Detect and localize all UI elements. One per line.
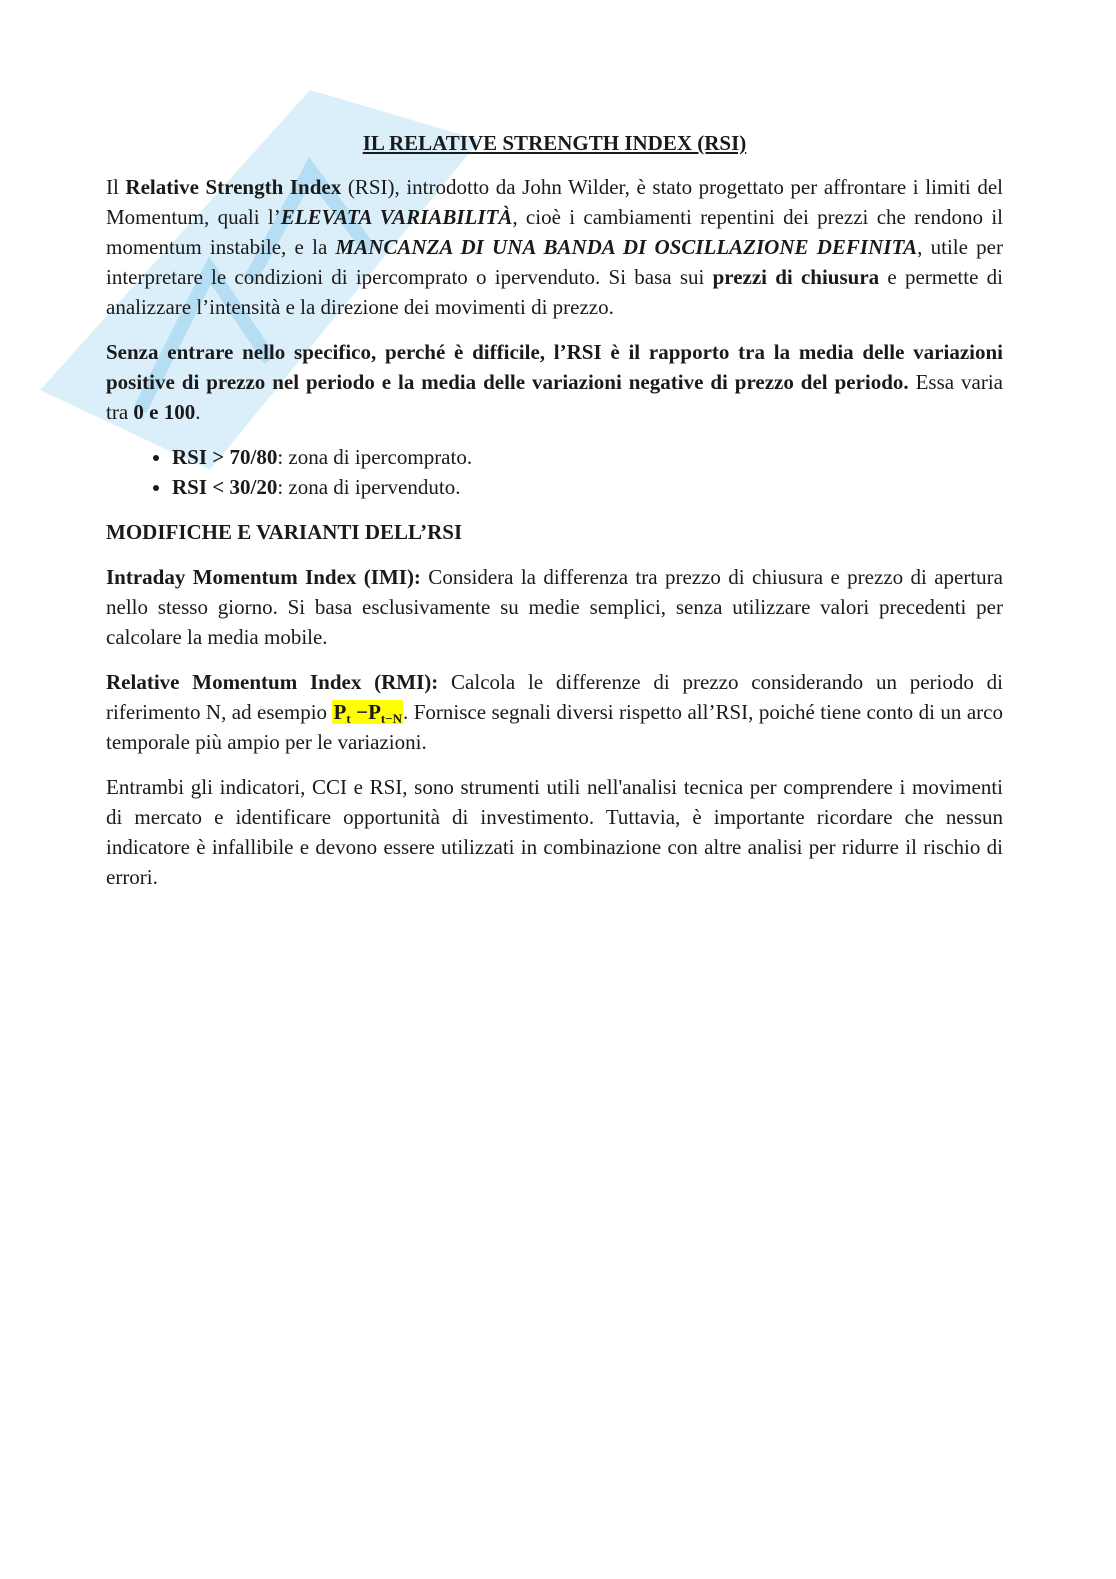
paragraph-intro: Il Relative Strength Index (RSI), introdotto da John Wilder, è stato progettato per affrontare i limiti del Momentum, quali l’ELEVATA VARIABILITÀ, cioè i cambiamenti repentini dei prezzi che rendono il momentum instabile, e la MANCANZA DI UNA BANDA DI OSCILLAZIONE DEFINITA, utile per interpretare le condizioni di ipercomprato o ipervenduto. Si basa sui prezzi di chiusura e permette di analizzare l’intensità e la direzione dei movimenti di prezzo. (106, 175, 1004, 319)
paragraph-conclusion: Entrambi gli indicatori, CCI e RSI, sono strumenti utili nell'analisi tecnica per comprendere i movimenti di mercato e identificare opportunità di investimento. Tuttavia, è importante ricordare che nessun indicatore è infallibile e devono essere utilizzati in combinazione con altre analisi per ridurre il rischio di errori. (106, 775, 1003, 889)
list-item: • RSI < 30/20: zona di ipervenduto. (172, 472, 1003, 502)
highlighted-formula: $P_t -P_{t-N}$ (333, 700, 403, 726)
list-item: • RSI > 70/80: zona di ipercomprato. (172, 442, 1003, 472)
paragraph-definition: Senza entrare nello specifico, perché è difficile, l’RSI è il rapporto tra la media delle variazioni positive di prezzo nel periodo e la media delle variazioni negative di prezzo del periodo. Essa varia tra 0 e 100. (106, 340, 1004, 424)
section-heading: MODIFICHE E VARIANTI DELL’RSI (106, 520, 463, 544)
paragraph-rmi: Relative Momentum Index (RMI): Calcola le differenze di prezzo considerando un periodo di riferimento N, ad esempio $P_t -P_{t-N}$. Fornisce segnali diversi rispetto all’RSI, poiché tiene conto di un arco temporale più ampio per le variazioni. (106, 670, 1003, 754)
threshold-list (106, 442, 1003, 502)
paragraph-imi: Intraday Momentum Index (IMI): Considera la differenza tra prezzo di chiusura e prezzo di apertura nello stesso giorno. Si basa esclusivamente su medie semplici, senza utilizzare valori precedenti per calcolare la media mobile. (106, 565, 1003, 649)
document-page (106, 128, 1003, 907)
page-title: IL RELATIVE STRENGTH INDEX (RSI) (362, 131, 747, 155)
